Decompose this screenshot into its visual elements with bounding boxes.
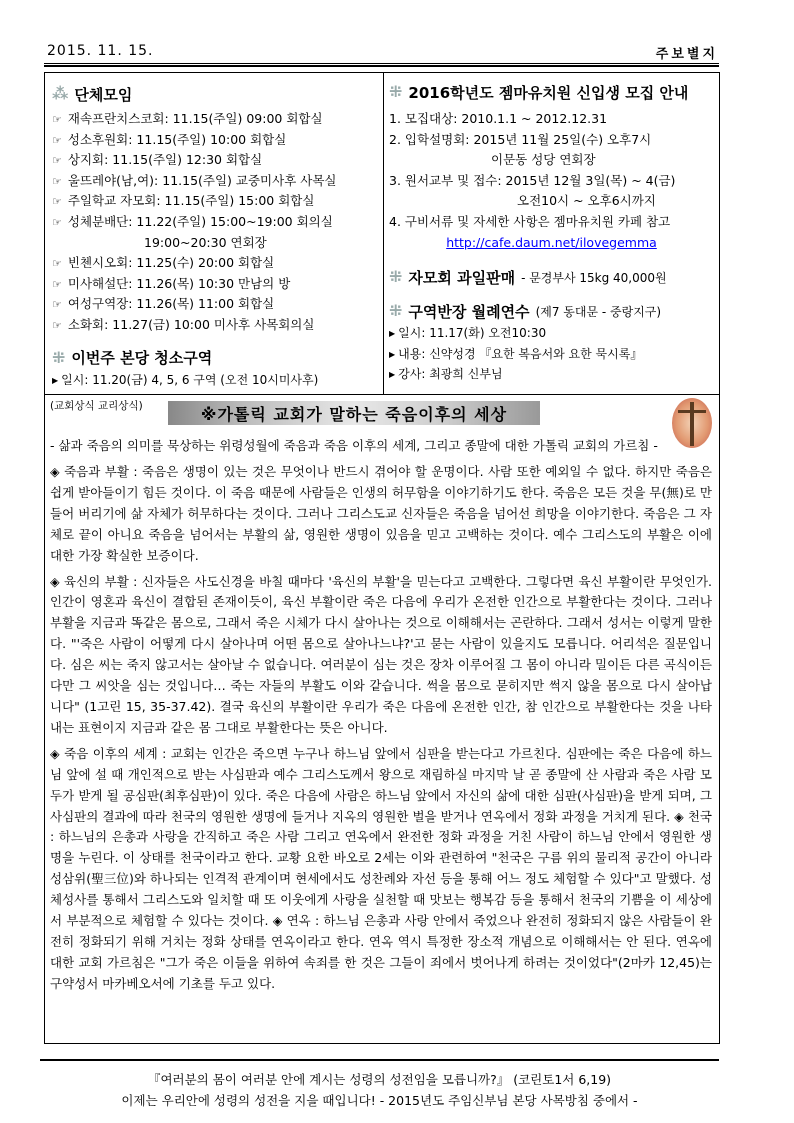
kinder-section (389, 80, 714, 385)
kinder-heading: ⁜ 2016학년도 젬마유치원 신입생 모집 안내 (389, 82, 689, 102)
list-item: ☞ 미사해설단: 11.26(목) 10:30 만남의 방 (52, 275, 291, 291)
article-category: (교회상식 교리상식) (50, 400, 143, 412)
list-item: ☞ 소화회: 11.27(금) 10:00 미사후 사목회의실 (52, 316, 315, 332)
kinder-line: 오전10시 ~ 오후6시까지 (517, 193, 656, 209)
article-paragraph: ◈ 육신의 부활 : 신자들은 사도신경을 바칠 때마다 '육신의 부활'을 믿는다고 고백한다. 그렇다면 육신 부활이란 무엇인가. 인간이 영혼과 육신이 결합된 존재이듯이, 육신 부활이란 죽은 다음에 우리가 온전한 인간으로 부활한다는 것이다. 그러나 부활을 지금과 똑같은 몸으로, 그래서 죽은 시체가 다시 살아나는 것으로 이해해서는 곤란하다. 그래서 성서는 이렇게 말한다. "'죽은 사람이 어떻게 다시 살아나며 어떤 몸으로 살아나느냐?'고 묻는 사람이 있을지도 모릅니다. 어리석은 질문입니다. 심은 씨는 죽지 않고서는 살아날 수 없습니다. 여러분이 심는 것은 장차 이루어질 그 몸이 아니라 밀이든 다른 곡식이든 다만 그 씨앗을 심는 것입니다… 죽는 자들의 부활도 이와 같습니다. 썩을 몸으로 묻히지만 썩지 않을 몸으로 다시 살아납니다" (1고린 15, 35-37.42). 결국 육신의 부활이란 우리가 죽은 다음에 온전한 인간, 참 인간으로 부활한다는 것을 나타내는 표현이지 지금과 같은 몸 그대로 부활한다는 뜻은 아니다. (50, 573, 712, 735)
list-item: ☞ 재속프란치스코회: 11.15(주일) 09:00 회합실 (52, 111, 323, 126)
kinder-line: 3. 원서교부 및 접수: 2015년 12월 3일(목) ~ 4(금) (389, 172, 676, 188)
pointing-hand-icon: ☞ (52, 154, 62, 168)
sparkle-icon: ⁂ (52, 84, 69, 103)
training-line: ▶ 내용: 신약성경 『요한 복음서와 요한 묵시록』 (389, 346, 643, 361)
article-body (50, 462, 712, 1000)
list-item-continuation: 19:00~20:30 연회장 (144, 234, 267, 250)
pointing-hand-icon: ☞ (52, 174, 62, 188)
article-paragraph: ◈ 죽음 이후의 세계 : 교회는 인간은 죽으면 누구나 하느님 앞에서 심판을 받는다고 가르친다. 심판에는 죽은 다음에 하느님 앞에 설 때 개인적으로 받는 사심판과 예수 그리스도께서 왕으로 재림하실 마지막 날 곧 종말에 산 사람과 죽은 사람 모두가 받게 될 공심판(최후심판)이 있다. 죽은 다음에 사람은 하느님 앞에서 자신의 삶에 대한 심판(사심판)을 받게 되며, 그 사심판의 결과에 따라 천국의 영원한 생명에 들거나 지옥의 영원한 벌을 받거나 연옥에서 정화 과정을 거치게 된다. ◈ 천국 : 하느님의 은총과 사랑을 간직하고 죽은 사람 그리고 연옥에서 완전한 정화 과정을 거친 사람이 하느님 안에서 영원한 생명을 누린다. 이 상태를 천국이라고 한다. 교황 요한 바오로 2세는 이와 관련하여 "천국은 구름 위의 물리적 공간이 아니라 성삼위(聖三位)와 하나되는 인격적 관계이며 현세에서도 성찬례와 자선 등을 통해 어느 정도 체험할 수 있다"고 말했다. 성체성사를 통해서 그리스도와 일치할 때 또 이웃에게 사랑을 실천할 때 맛보는 행복감 등을 통해서 천국의 기쁨을 이 세상에서 부분적으로 체험할 수 있다는 것이다. ◈ 연옥 : 하느님 은총과 사랑 안에서 죽었으나 완전히 정화되지 않은 사람들이 완전히 정화되기 위해 거치는 정화 상태를 연옥이라고 한다. 연옥 역시 특정한 장소적 개념으로 이해해서는 안 된다. 연옥에 대한 교회 가르침은 "그가 죽은 이들을 위하여 속죄를 한 것은 그들이 죄에서 벗어나게 하려는 것이었다"(2마카 12,45)는 구약성서 마카베오서에 기초를 두고 있다. (50, 745, 712, 991)
pointing-hand-icon: ☞ (52, 298, 62, 312)
asterisk-star-icon: ⁜ (389, 82, 403, 101)
list-item: ☞ 울뜨레야(남,여): 11.15(주일) 교중미사후 사목실 (52, 172, 337, 188)
pointing-hand-icon: ☞ (52, 257, 62, 271)
cross-horizontal (678, 410, 706, 413)
kinder-line: 2. 입학설명회: 2015년 11월 25일(수) 오후7시 (389, 131, 652, 147)
groups-heading: ⁂ 단체모임 (52, 84, 133, 104)
footer-divider (40, 1059, 719, 1061)
triangle-bullet-icon: ▶ (389, 329, 396, 339)
asterisk-star-icon: ⁜ (389, 301, 403, 321)
training-heading: ⁜ 구역반장 월례연수 (제7 동대문 - 중랑지구) (389, 301, 662, 321)
article-paragraph: ◈ 죽음과 부활 : 죽음은 생명이 있는 것은 무엇이나 반드시 겪어야 할 운명이다. 사람 또한 예외일 수 없다. 하지만 죽음은 쉽게 받아들이기 힘든 것이다. 이 죽음 때문에 사람들은 인생의 허무함을 이야기하기도 한다. 죽음은 모든 것을 무(無)로 만들어 버리기에 삶 자체가 허무하다는 것이다. 그러나 그리스도교 신자들은 죽음을 넘어선 희망을 이야기한다. 죽음은 그 자체로 끝이 아니요 죽음을 넘어서는 부활의 삶, 영원한 생명이 있음을 믿고 고백하는 것이다. 예수 그리스도의 부활은 이에 대한 가장 확실한 보증이다. (50, 464, 712, 563)
list-item: ☞ 상지회: 11.15(주일) 12:30 회합실 (52, 152, 263, 168)
footer-quote: 『여러분의 몸이 여러분 안에 계시는 성령의 성전임을 모릅니까?』 (코린토1서 6,19) (147, 1072, 612, 1087)
pointing-hand-icon: ☞ (52, 277, 62, 291)
article-title: ※가톨릭 교회가 말하는 죽음이후의 세상 (168, 401, 540, 425)
triangle-bullet-icon: ▶ (52, 375, 59, 385)
triangle-bullet-icon: ▶ (389, 370, 396, 380)
bulletin-date: 2015. 11. 15. (47, 43, 154, 59)
pointing-hand-icon: ☞ (52, 113, 62, 126)
groups-section (52, 82, 377, 390)
cleaning-detail: ▶ 일시: 11.20(금) 4, 5, 6 구역 (오전 10시미사후) (52, 372, 319, 387)
header-divider (44, 63, 719, 67)
pointing-hand-icon: ☞ (52, 195, 62, 209)
kinder-cafe-link[interactable]: http://cafe.daum.net/ilovegemma (446, 234, 657, 250)
training-line: ▶ 일시: 11.17(화) 오전10:30 (389, 326, 547, 341)
pointing-hand-icon: ☞ (52, 133, 62, 147)
column-divider (383, 72, 384, 395)
fruit-heading: ⁜ 자모회 과일판매 - 문경부사 15kg 40,000원 (389, 267, 667, 287)
footer-motto: 이제는 우리안에 성령의 성전을 지을 때입니다! - 2015년도 주임신부님 본당 사목방침 중에서 - (121, 1093, 638, 1108)
cleaning-heading: ⁜ 이번주 본당 청소구역 (52, 347, 213, 368)
training-line: ▶ 강사: 최광희 신부님 (389, 367, 503, 382)
kinder-line: 이문동 성당 연회장 (491, 152, 596, 168)
asterisk-star-icon: ⁜ (389, 267, 403, 287)
article-intro: - 삶과 죽음의 의미를 묵상하는 위령성월에 죽음과 죽음 이후의 세계, 그리고 종말에 대한 가톨릭 교회의 가르침 - (50, 438, 658, 453)
list-item: ☞ 성체분배단: 11.22(주일) 15:00~19:00 회의실 (52, 213, 333, 229)
list-item: ☞ 여성구역장: 11.26(목) 11:00 회합실 (52, 296, 275, 312)
asterisk-star-icon: ⁜ (52, 347, 66, 367)
list-item: ☞ 주일학교 자모회: 11.15(주일) 15:00 회합실 (52, 193, 315, 209)
section-divider (44, 394, 720, 395)
pointing-hand-icon: ☞ (52, 318, 62, 332)
list-item: ☞ 성소후원회: 11.15(주일) 10:00 회합실 (52, 131, 287, 147)
triangle-bullet-icon: ▶ (389, 349, 396, 359)
pointing-hand-icon: ☞ (52, 215, 62, 229)
kinder-line: 4. 구비서류 및 자세한 사항은 젬마유치원 카페 참고 (389, 213, 671, 229)
kinder-link-row (389, 233, 714, 254)
bulletin-tag: 주보별지 (655, 47, 718, 62)
kinder-line: 1. 모집대상: 2010.1.1 ~ 2012.12.31 (389, 111, 608, 126)
list-item: ☞ 빈첸시오회: 11.25(수) 20:00 회합실 (52, 255, 275, 271)
